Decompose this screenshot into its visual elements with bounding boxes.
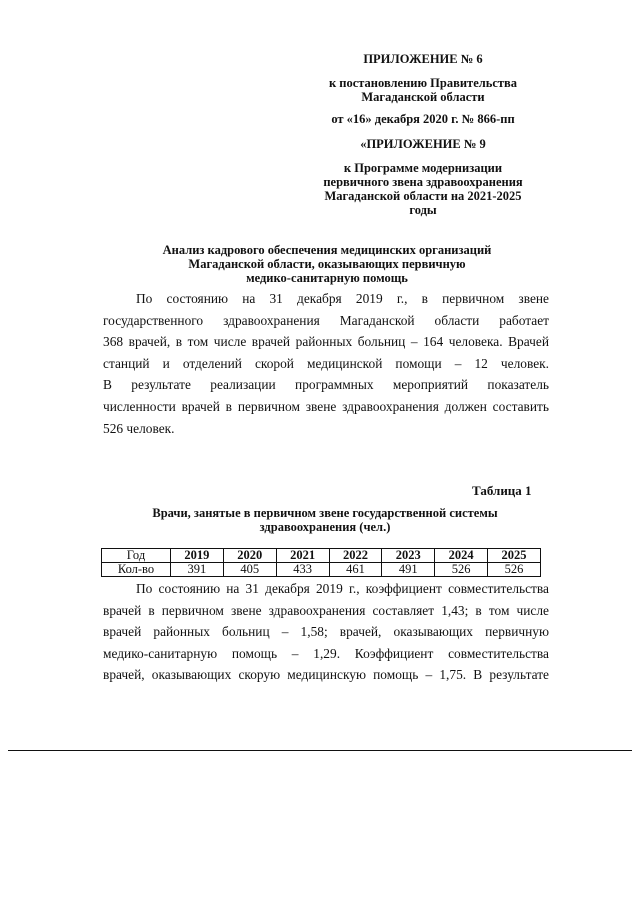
table-year-cell: 2024	[435, 549, 488, 563]
table-value-cell: 433	[276, 563, 329, 577]
table-value-cell: 461	[329, 563, 382, 577]
table-label: Таблица 1	[472, 483, 532, 498]
appendix-program-line2: первичного звена здравоохранения	[323, 175, 523, 189]
page-bottom-rule	[8, 750, 632, 751]
paragraph-line: 526 человек.	[103, 420, 175, 436]
paragraph-line: врачей в первичном звене здравоохранения составляет 1,43; в том числе	[103, 602, 549, 618]
paragraph-line: государственного здравоохранения Магаданской области работает	[103, 312, 549, 328]
paragraph-line: медико-санитарную помощь – 1,29. Коэффициент совместительства	[103, 645, 549, 661]
section-title-line: Магаданской области, оказывающих первичную	[188, 257, 466, 271]
table-title-line: Врачи, занятые в первичном звене государственной системы	[152, 506, 498, 520]
table-value-cell: 526	[488, 563, 541, 577]
paragraph-coefficients	[103, 578, 549, 686]
appendix-date: от «16» декабря 2020 г. № 866-пп	[331, 112, 515, 126]
paragraph-line: По состоянию на 31 декабря 2019 г., коэффициент совместительства	[136, 581, 549, 596]
appendix-program-line1: к Программе модернизации	[343, 161, 503, 175]
table-year-cell: 2021	[276, 549, 329, 563]
table-row	[102, 563, 541, 577]
table-title-line: здравоохранения (чел.)	[259, 520, 391, 534]
paragraph-line: 368 врачей, в том числе врачей районных больниц – 164 человека. Врачей	[103, 334, 549, 350]
table-title	[110, 506, 540, 534]
paragraph-staffing	[103, 288, 549, 439]
table-header-row	[102, 549, 541, 563]
table-value-cell: 526	[435, 563, 488, 577]
table-year-cell: 2022	[329, 549, 382, 563]
section-title-line: медико-санитарную помощь	[246, 271, 408, 285]
table-year-cell: 2025	[488, 549, 541, 563]
section-title-line: Анализ кадрового обеспечения медицинских организаций	[162, 243, 492, 257]
table-row-label: Кол-во	[102, 563, 171, 577]
appendix-program-line3: Магаданской области на 2021-2025	[324, 189, 522, 203]
doctors-table	[101, 548, 541, 577]
paragraph-line: В результате реализации программных мероприятий показатель	[103, 377, 549, 393]
appendix-resolution-line1: к постановлению Правительства	[328, 76, 518, 90]
appendix-inner-number: «ПРИЛОЖЕНИЕ № 9	[360, 137, 486, 151]
table-year-cell: 2019	[171, 549, 224, 563]
appendix-program-line4: годы	[409, 203, 437, 217]
table-header-label: Год	[102, 549, 171, 563]
paragraph-line: врачей, оказывающих скорую медицинскую помощь – 1,75. В результате	[103, 667, 549, 683]
table-value-cell: 391	[171, 563, 224, 577]
paragraph-line: По состоянию на 31 декабря 2019 г., в первичном звене	[136, 291, 549, 306]
section-title	[124, 243, 530, 285]
table-value-cell: 491	[382, 563, 435, 577]
table-year-cell: 2020	[223, 549, 276, 563]
appendix-header	[300, 52, 546, 217]
table-year-cell: 2023	[382, 549, 435, 563]
appendix-resolution-line2: Магаданской области	[361, 90, 485, 104]
paragraph-line: врачей районных больниц – 1,58; врачей, оказывающих первичную	[103, 624, 549, 640]
appendix-number: ПРИЛОЖЕНИЕ № 6	[363, 52, 483, 66]
table-value-cell: 405	[223, 563, 276, 577]
paragraph-line: станций и отделений скорой медицинской помощи – 12 человек.	[103, 355, 549, 371]
paragraph-line: численности врачей в первичном звене здравоохранения должен составить	[103, 398, 549, 414]
